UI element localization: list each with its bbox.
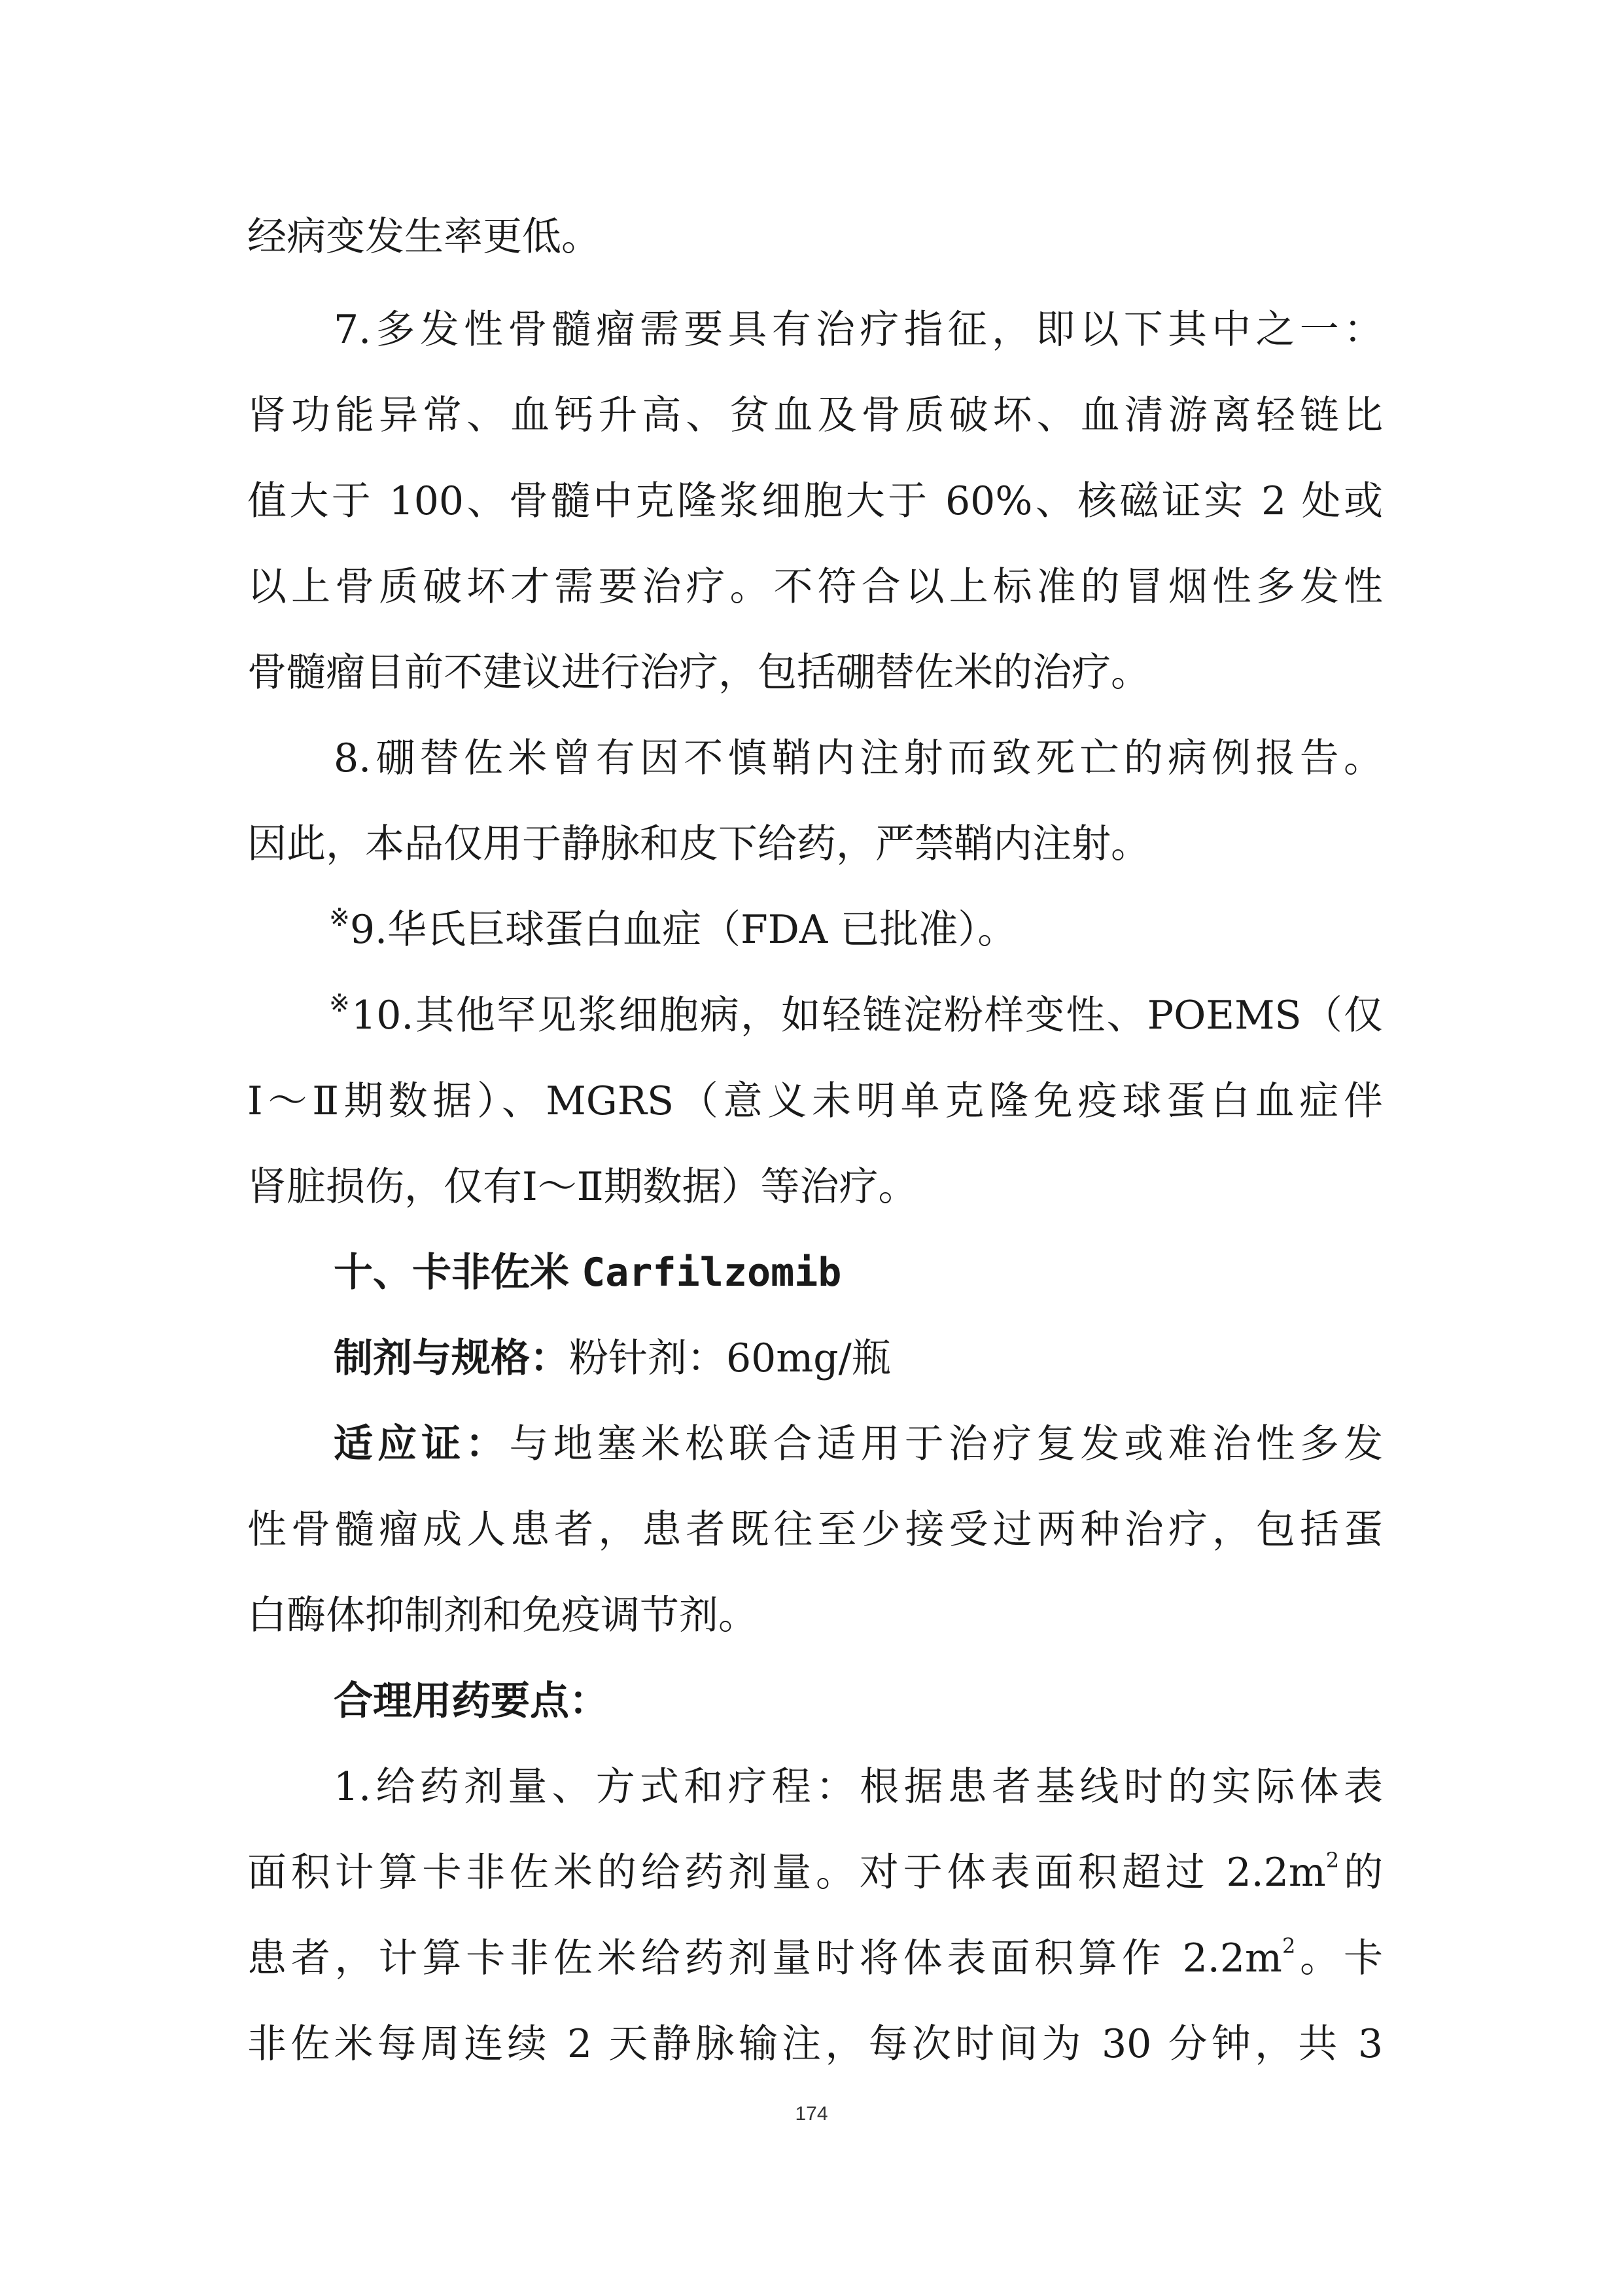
section-heading bbox=[247, 1243, 1383, 1302]
paragraph-item10-line1 bbox=[247, 986, 1383, 1045]
text-line: Ⅰ～Ⅱ期数据）、MGRS（意义未明单克隆免疫球蛋白血症伴 bbox=[247, 1078, 1383, 1124]
text-line: 经病变发生率更低。 bbox=[247, 214, 601, 260]
page-number: 174 bbox=[795, 2103, 828, 2125]
text-segment: 的 bbox=[1339, 1850, 1383, 1896]
text-segment: 面积计算卡非佐米的给药剂量。对于体表面积超过 2.2m bbox=[247, 1850, 1326, 1896]
paragraph-item8-line1 bbox=[247, 729, 1383, 788]
text-line: 10.其他罕见浆细胞病，如轻链淀粉样变性、POEMS（仅 bbox=[351, 993, 1383, 1038]
paragraph-item7-line4 bbox=[247, 557, 1383, 616]
section-heading-en: Carfilzomib bbox=[582, 1250, 842, 1296]
text-line: 白酶体抑制剂和免疫调节剂。 bbox=[247, 1593, 758, 1638]
text-line: 1.给药剂量、方式和疗程：根据患者基线时的实际体表 bbox=[334, 1764, 1383, 1810]
reference-mark: ※ bbox=[329, 989, 352, 1017]
section-heading-cn: 十、卡非佐米 bbox=[334, 1250, 569, 1296]
text-line: 7.多发性骨髓瘤需要具有治疗指征，即以下其中之一： bbox=[334, 307, 1383, 353]
text-line: 值大于 100、骨髓中克隆浆细胞大于 60%、核磁证实 2 处或 bbox=[247, 478, 1383, 524]
text-segment: 患者，计算卡非佐米给药剂量时将体表面积算作 2.2m bbox=[247, 1935, 1282, 1981]
point1-line2 bbox=[247, 1843, 1383, 1902]
paragraph-item7-line5 bbox=[247, 643, 1383, 702]
text-segment: 。卡 bbox=[1295, 1935, 1383, 1981]
text-line: 非佐米每周连续 2 天静脉输注，每次时间为 30 分钟，共 3 bbox=[247, 2021, 1383, 2067]
superscript: 2 bbox=[1325, 1848, 1340, 1873]
superscript: 2 bbox=[1282, 1934, 1296, 1958]
point1-line4 bbox=[247, 2015, 1383, 2074]
indication-line2 bbox=[247, 1500, 1383, 1559]
key-points-heading bbox=[247, 1672, 1383, 1731]
paragraph-item7-line2 bbox=[247, 386, 1383, 445]
text-line: 肾脏损伤，仅有Ⅰ～Ⅱ期数据）等治疗。 bbox=[247, 1164, 918, 1210]
formulation-value: 粉针剂：60mg/瓶 bbox=[569, 1335, 891, 1381]
text-line: 骨髓瘤目前不建议进行治疗，包括硼替佐米的治疗。 bbox=[247, 650, 1150, 696]
key-points-heading-text: 合理用药要点： bbox=[334, 1678, 608, 1724]
point1-line1 bbox=[247, 1757, 1383, 1816]
text-line: 性骨髓瘤成人患者，患者既往至少接受过两种治疗，包括蛋 bbox=[247, 1507, 1383, 1553]
paragraph-item10-line3 bbox=[247, 1157, 1383, 1216]
paragraph-item7-line3 bbox=[247, 472, 1383, 531]
text-line: 8.硼替佐米曾有因不慎鞘内注射而致死亡的病例报告。 bbox=[334, 735, 1383, 781]
paragraph-item10-line2 bbox=[247, 1072, 1383, 1131]
reference-mark: ※ bbox=[329, 903, 350, 932]
indication-line1 bbox=[247, 1415, 1383, 1474]
paragraph-item9 bbox=[247, 900, 1383, 959]
text-line: 肾功能异常、血钙升高、贫血及骨质破坏、血清游离轻链比 bbox=[247, 393, 1383, 438]
paragraph-item6-tail bbox=[247, 207, 1383, 266]
point1-line3 bbox=[247, 1929, 1383, 1988]
paragraph-item7-line1 bbox=[247, 300, 1383, 359]
formulation-line bbox=[247, 1329, 1383, 1388]
indication-line3 bbox=[247, 1586, 1383, 1645]
formulation-label: 制剂与规格： bbox=[334, 1335, 569, 1381]
text-line: 以上骨质破坏才需要治疗。不符合以上标准的冒烟性多发性 bbox=[247, 564, 1383, 610]
indication-label: 适应证： bbox=[334, 1421, 510, 1467]
text-line: 与地塞米松联合适用于治疗复发或难治性多发 bbox=[509, 1421, 1384, 1467]
text-line: 9.华氏巨球蛋白血症（FDA 已批准）。 bbox=[349, 907, 1017, 953]
text-line: 因此，本品仅用于静脉和皮下给药，严禁鞘内注射。 bbox=[247, 821, 1150, 867]
paragraph-item8-line2 bbox=[247, 815, 1383, 874]
